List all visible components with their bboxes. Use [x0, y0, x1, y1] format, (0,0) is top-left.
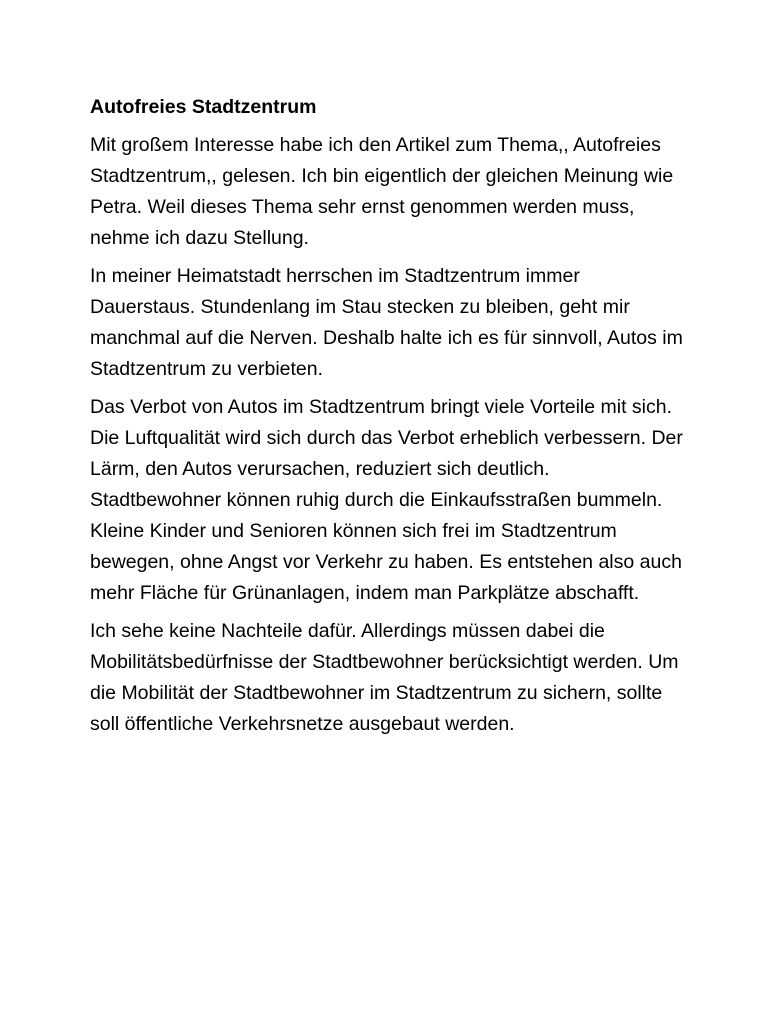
paragraph-1: Mit großem Interesse habe ich den Artikel zum Thema,, Autofreies Stadtzentrum,, gelesen. Ich bin eigentlich der gleichen Meinung wie Petra. Weil dieses Thema sehr ernst genommen werden muss, nehme ich dazu Stellung. [90, 134, 674, 249]
paragraph-3: Das Verbot von Autos im Stadtzentrum bringt viele Vorteile mit sich. Die Luftqualität wird sich durch das Verbot erheblich verbessern. Der Lärm, den Autos verursachen, reduziert sich deutlich. Stadtbewohner können ruhig durch die Einkaufsstraßen bummeln. Kleine Kinder und Senioren können sich frei im Stadtzentrum bewegen, ohne Angst vor Verkehr zu haben. Es entstehen also auch mehr Fläche für Grünanlagen, indem man Parkplätze abschafft. [90, 396, 683, 604]
document-title: Autofreies Stadtzentrum [90, 96, 317, 118]
paragraph-4: Ich sehe keine Nachteile dafür. Allerdings müssen dabei die Mobilitätsbedürfnisse der Stadtbewohner berücksichtigt werden. Um die Mobilität der Stadtbewohner im Stadtzentrum zu sichern, sollte soll öffentliche Verkehrsnetze ausgebaut werden. [90, 620, 679, 735]
document-body [90, 92, 686, 747]
paragraph-2: In meiner Heimatstadt herrschen im Stadtzentrum immer Dauerstaus. Stundenlang im Stau stecken zu bleiben, geht mir manchmal auf die Nerven. Deshalb halte ich es für sinnvoll, Autos im Stadtzentrum zu verbieten. [90, 265, 683, 380]
